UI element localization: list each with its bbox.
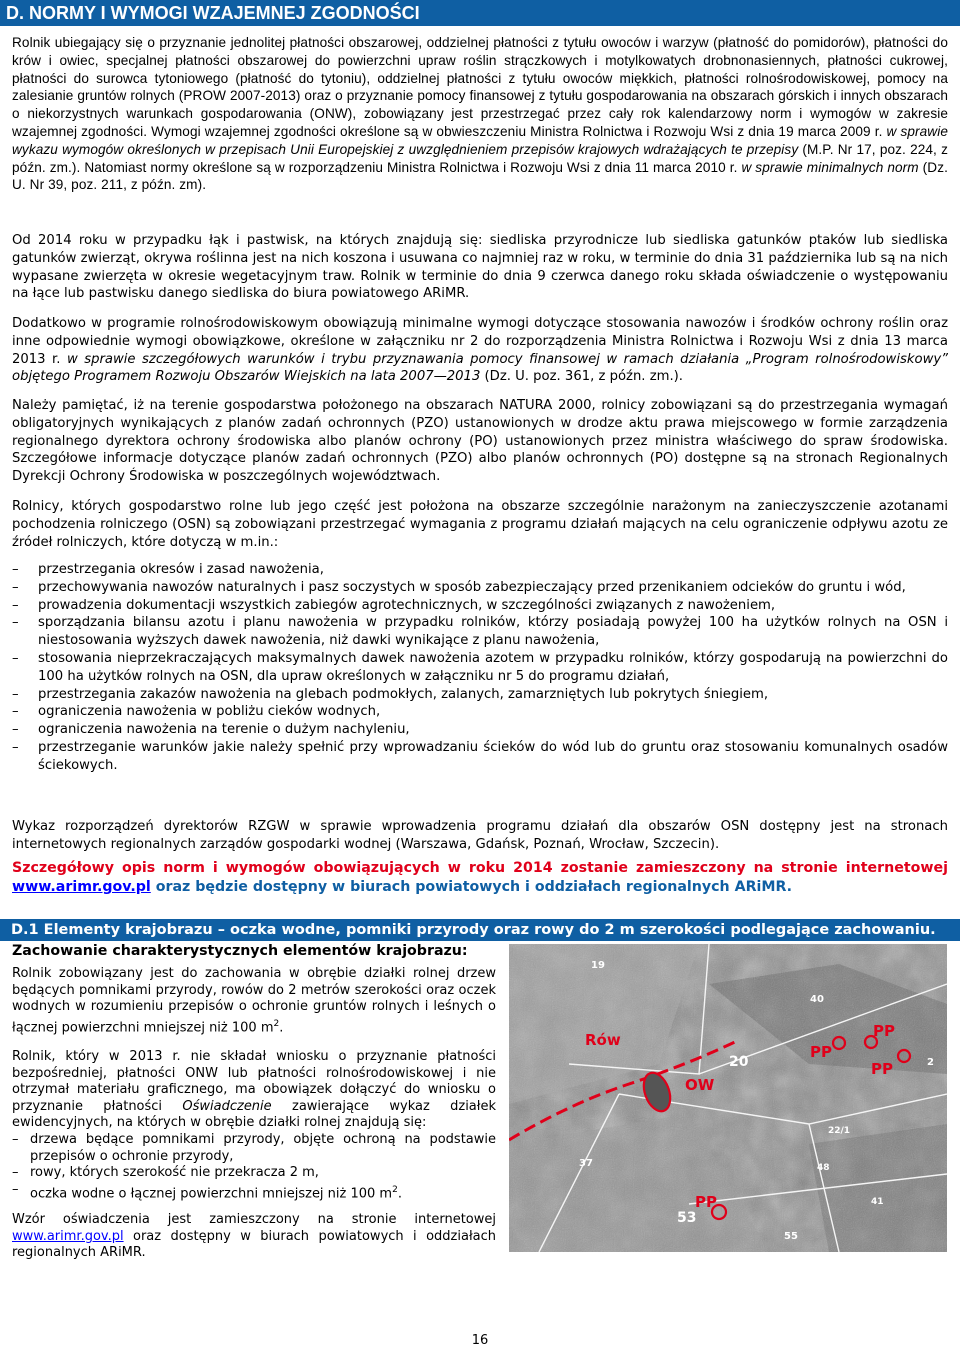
parcel-number: 2 [927, 1057, 934, 1068]
list-item: – sporządzania bilansu azotu i planu nawożenia w przypadku rolników, którzy posiadają powyżej 100 ha użytków rolnych na OSN i niestosowania wyższych dawek nawożenia, niż dawki wynikające z planu nawożenia, [12, 614, 948, 650]
section-title-banner: D. NORMY I WYMOGI WZAJEMNEJ ZGODNOŚCI [0, 0, 960, 26]
tree-label: PP [873, 1022, 895, 1040]
tree-label: PP [810, 1043, 832, 1061]
notice-text: Szczegółowy opis norm i wymogów obowiązujących w roku 2014 zostanie zamieszczony na stronie internetowej [12, 860, 948, 876]
parcel-number: 41 [871, 1197, 884, 1207]
landscape-text: Rolnik zobowiązany jest do zachowania w obrębie działki rolnej drzew będących pomnikami przyrody, rowów do 2 metrów szerokości oraz oczek wodnych w rozumieniu przepisów o ochronie gruntów rolnych i leśnych o łącznej powierzchni mniejszej niż 100 m [12, 966, 496, 1036]
landscape-elements-list [12, 1132, 496, 1203]
parcel-number: 22/1 [828, 1126, 851, 1136]
notice-text-end: oraz będzie dostępny w biurach powiatowych i oddziałach regionalnych ARiMR. [150, 879, 793, 895]
parcel-number: 48 [817, 1163, 830, 1173]
landscape-text-end: . [279, 1020, 284, 1036]
paragraph-agrienv [12, 315, 948, 386]
list-item-end: . [397, 1186, 402, 1202]
paragraph-rzgw: Wykaz rozporządzeń dyrektorów RZGW w sprawie wprowadzenia programu działań dla obszarów OSN dostępny jest na stronach internetowych regionalnych zarządów gospodarki wodnej (Warszawa, Gdańsk, Poznań, Wrocław, Szczecin). [12, 819, 948, 852]
intro-italic-2: w sprawie minimalnych norm [741, 159, 919, 175]
ditch-label: Rów [585, 1031, 621, 1049]
arimr-link[interactable]: www.arimr.gov.pl [12, 879, 151, 895]
list-item: – drzewa będące pomnikami przyrody, objęte ochroną na podstawie przepisów o ochronie przyrody, [12, 1132, 496, 1165]
list-item: – przechowywania nawozów naturalnych i pasz soczystych w sposób zabezpieczający przed przenikaniem odcieków do gruntu i wód, [12, 579, 948, 597]
list-item: – ograniczenia nawożenia na terenie o dużym nachyleniu, [12, 721, 948, 739]
landscape-paragraph-2 [12, 1049, 496, 1132]
list-item: – rowy, których szerokość nie przekracza 2 m, [12, 1165, 496, 1182]
page-number: 16 [471, 1333, 489, 1348]
pond-label: OW [685, 1076, 715, 1094]
list-item-text: oczka wodne o łącznej powierzchni mniejszej niż 100 m [30, 1186, 393, 1202]
arimr-link-2[interactable]: www.arimr.gov.pl [12, 1228, 124, 1244]
superscript: 2 [273, 1018, 280, 1029]
paragraph-meadows: Od 2014 roku w przypadku łąk i pastwisk, na których znajdują się: siedliska przyrodnicze lub siedliska gatunków ptaków lub siedliska gatunków zwierząt, okrywa roślinna jest na nich koszona i usuwana co najmniej raz w roku, w terminie do dnia 31 października lub są na nich wypasane zwierzęta w okresie wegetacyjnym traw. Rolnik w terminie do dnia 9 czerwca danego roku składa oświadczenie o występowaniu na łące lub pastwisku danego siedliska do biura powiatowego ARiMR. [12, 233, 948, 302]
oswiadczenie-italic: Oświadczenie [182, 1098, 272, 1114]
list-item [12, 1182, 496, 1203]
landscape-paragraph-1 [12, 966, 496, 1037]
parcel-number: 40 [810, 994, 824, 1005]
aerial-map-image [509, 944, 947, 1252]
landscape-paragraph-3 [12, 1212, 496, 1262]
landscape-text-end: zawierające wykaz działek ewidencyjnych, na których w obrębie działki rolnej znajdują się: [12, 1098, 496, 1131]
superscript: 2 [392, 1184, 398, 1195]
notice-2014 [12, 859, 948, 897]
parcel-number: 53 [677, 1210, 697, 1226]
agrienv-italic: w sprawie szczegółowych warunków i trybu przyznawania pomocy finansowej w ramach działania „Program rolnośrodowiskowy” objętego Programem Rozwoju Obszarów Wiejskich na lata 2007—2013 [12, 351, 948, 385]
osn-requirements-list [12, 561, 948, 775]
paragraph-osn: Rolnicy, których gospodarstwo rolne lub jego część jest położona na obszarze szczególnie narażonym na zanieczyszczenie azotanami pochodzenia rolniczego (OSN) są zobowiązani przestrzegać wymagania z programu działań mających na celu ograniczenie odpływu azotu ze źródeł rolniczych, które dotyczą w m.in.: [12, 499, 948, 550]
landscape-text: Rolnik, który w 2013 r. nie składał wniosku o przyznanie płatności bezpośredniej, płatności ONW lub płatności rolnośrodowiskowej i nie otrzymał materiału graficznego, ma obowiązek dołączyć do wniosku o przyznanie płatności [12, 1049, 496, 1114]
paragraph-intro [12, 34, 948, 194]
landscape-text: Wzór oświadczenia jest zamieszczony na stronie internetowej [12, 1212, 496, 1227]
intro-italic: w sprawie wykazu wymogów określonych w przepisach Unii Europejskiej z uwzględnieniem przepisów krajowych wdrażających te przepisy [12, 123, 948, 157]
intro-text: Rolnik ubiegający się o przyznanie jednolitej płatności obszarowej, oddzielnej płatności z tytułu owoców i warzyw (płatność do pomidorów), płatności do krów i owiec, specjalnej płatności obszarowej do powierzchni upraw roślin strączkowych i motylkowatych drobnonasiennych, płatności cukrowej, płatności do surowca tytoniowego (płatność do tytoniu), oddzielnej płatności z tytułu owoców miękkich, płatności rolnośrodowiskowej, pomocy na zalesianie gruntów rolnych (PROW 2007-2013) oraz o przyznanie pomocy finansowej z tytułu gospodarowania na obszarach górskich i innych obszarach o niekorzystnych warunkach gospodarowania (ONW), zobowiązany jest przestrzegać przez cały rok kalendarzowy norm i wymogów w zakresie wzajemnej zgodności. Wymogi wzajemnej zgodności określone są w obwieszczeniu Ministra Rolnictwa i Rozwoju Wsi z dnia 19 marca 2009 r. [12, 35, 948, 139]
parcel-number: 55 [784, 1231, 798, 1242]
list-item: – przestrzeganie warunków jakie należy spełnić przy wprowadzaniu ścieków do wód lub do gruntu oraz stosowaniu komunalnych osadów ściekowych. [12, 739, 948, 775]
intro-text-end: (Dz. U. Nr 39, poz. 211, z późn. zm). [12, 159, 948, 193]
paragraph-natura: Należy pamiętać, iż na terenie gospodarstwa położonego na obszarach NATURA 2000, rolnicy zobowiązani są do przestrzegania wymagań obligatoryjnych wynikających z planów zadań ochronnych (PZO) ustanowionych w drodze aktu prawa miejscowego w formie zarządzenia regionalnego dyrektora ochrony środowiska albo planów ochrony (PO) ustanowionych przez ministra właściwego do spraw środowiska. Szczegółowe informacje dotyczące planów zadań ochronnych (PZO) albo planów ochronnych (PO) dostępne są na stronach Regionalnych Dyrekcji Ochrony Środowiska w poszczególnych województwach. [12, 398, 948, 485]
agrienv-text: Dodatkowo w programie rolnośrodowiskowym obowiązują minimalne wymogi dotyczące stosowania nawozów i środków ochrony roślin oraz inne odpowiednie wymogi obowiązkowe, określone w załączniku nr 2 do rozporządzenia Ministra Rolnictwa i Rozwoju Wsi z dnia 13 marca 2013 r. [12, 316, 948, 367]
list-item: – przestrzegania zakazów nawożenia na glebach podmokłych, zalanych, zamarzniętych lub pokrytych śniegiem, [12, 686, 948, 704]
list-item: – ograniczenia nawożenia w pobliżu cieków wodnych, [12, 703, 948, 721]
intro-text-2: (M.P. Nr 17, poz. 224, z późn. zm.). Natomiast normy określone są w rozporządzeniu Ministra Rolnictwa i Rozwoju Wsi z dnia 11 marca 2010 r. [12, 141, 948, 175]
list-item: – przestrzegania okresów i zasad nawożenia, [12, 561, 948, 579]
landscape-text-end: oraz dostępny w biurach powiatowych i oddziałach regionalnych ARiMR. [12, 1228, 496, 1261]
parcel-number: 19 [591, 960, 605, 971]
parcel-number: 37 [579, 1158, 593, 1169]
list-item: – prowadzenia dokumentacji wszystkich zabiegów agrotechnicznych, w szczególności związanych z nawożeniem, [12, 597, 948, 615]
tree-label: PP [871, 1060, 893, 1078]
agrienv-text-end: (Dz. U. poz. 361, z późn. zm.). [480, 369, 683, 385]
parcel-number: 20 [729, 1054, 749, 1070]
tree-label: PP [695, 1193, 717, 1211]
list-item: – stosowania nieprzekraczających maksymalnych dawek nawożenia azotem w przypadku rolników, którzy gospodarują na powierzchni do 100 ha użytków rolnych na OSN, dla upraw określonych w załączniku nr 5 do programu działań, [12, 650, 948, 686]
landscape-heading: Zachowanie charakterystycznych elementów krajobrazu: [12, 943, 468, 959]
subsection-banner: D.1 Elementy krajobrazu – oczka wodne, pomniki przyrody oraz rowy do 2 m szerokości podlegające zachowaniu. [0, 919, 960, 941]
